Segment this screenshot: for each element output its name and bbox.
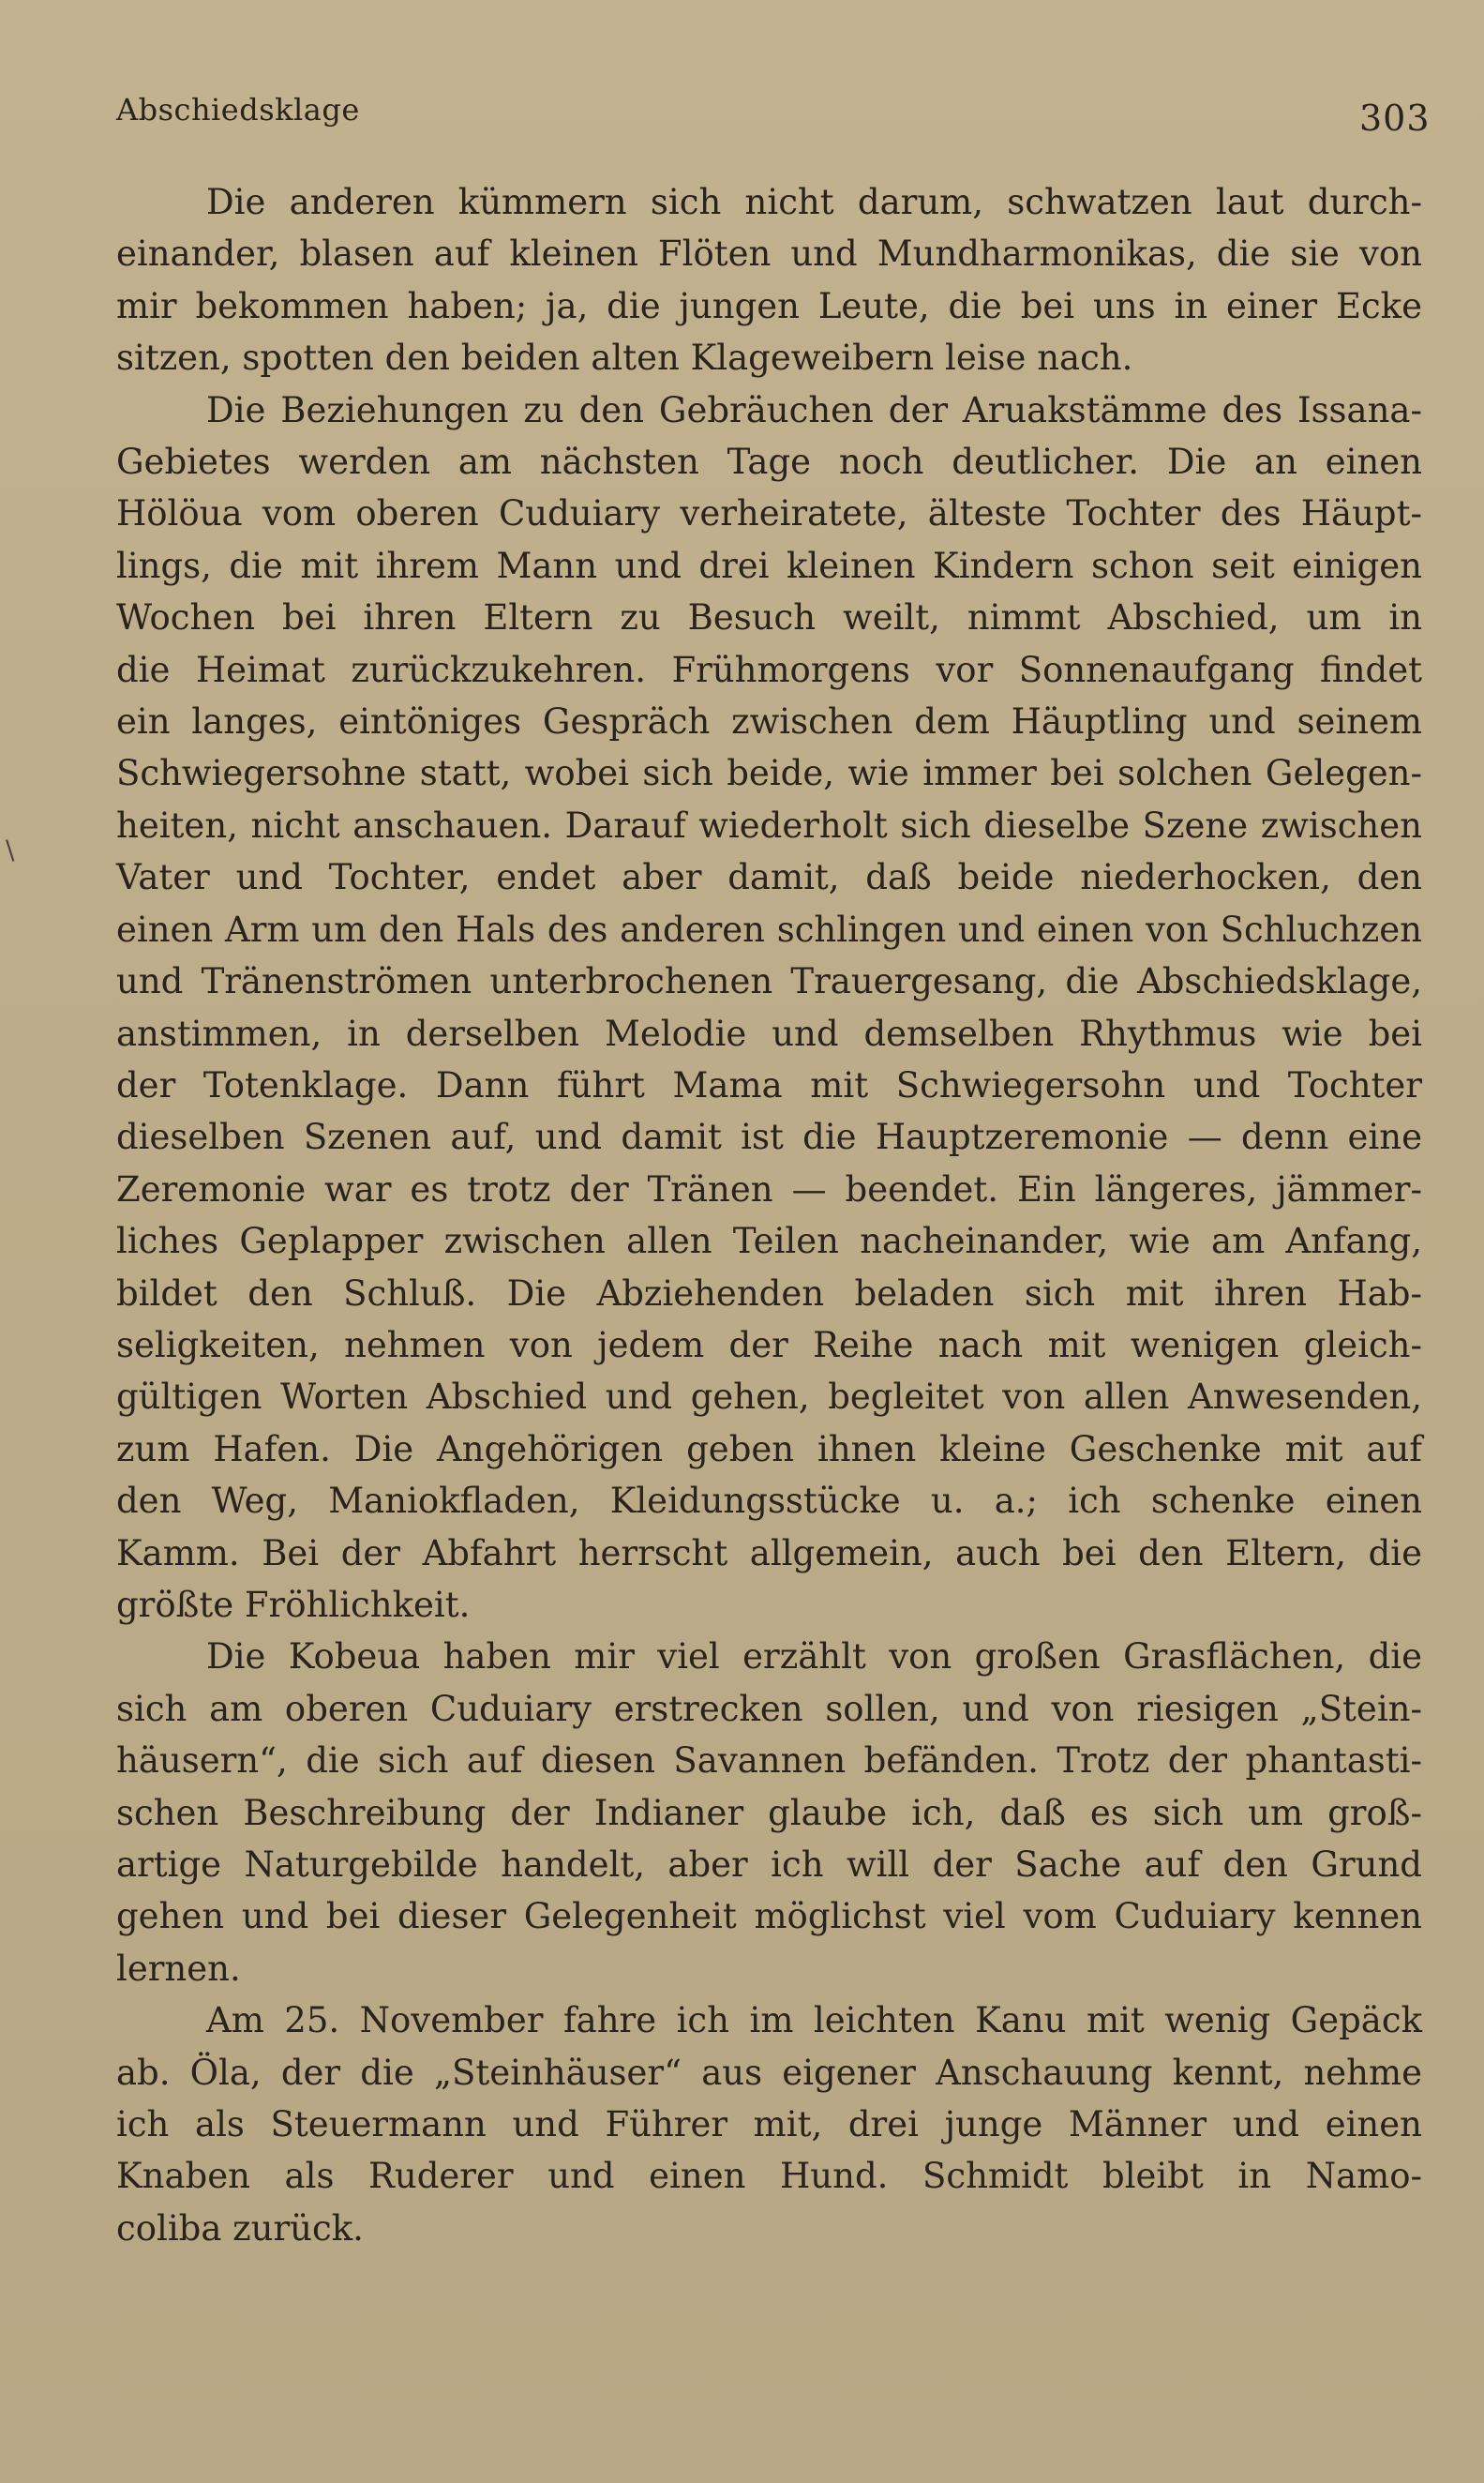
margin-mark: \	[6, 835, 15, 865]
text-line: liches Geplapper zwischen allen Teilen nacheinander, wie am Anfang,	[116, 1221, 1422, 1262]
text-line: Schwiegersohne statt, wobei sich beide, wie immer bei solchen Gelegen-	[116, 753, 1422, 794]
text-line: ein langes, eintöniges Gespräch zwischen dem Häuptling und seinem	[116, 701, 1422, 743]
text-line: Knaben als Ruderer und einen Hund. Schmidt bleibt in Namo-	[116, 2156, 1422, 2197]
text-line: bildet den Schluß. Die Abziehenden beladen sich mit ihren Hab-	[116, 1272, 1422, 1314]
text-line: die Heimat zurückzukehren. Frühmorgens vor Sonnenaufgang findet	[116, 649, 1422, 690]
text-line: Die anderen kümmern sich nicht darum, schwatzen laut durch-	[206, 182, 1422, 222]
paragraph	[116, 176, 1422, 384]
text-line: seligkeiten, nehmen von jedem der Reihe nach mit wenigen gleich-	[116, 1324, 1422, 1365]
text-line: der Totenklage. Dann führt Mama mit Schwiegersohn und Tochter	[116, 1064, 1422, 1106]
text-line: Wochen bei ihren Eltern zu Besuch weilt, nimmt Abschied, um in	[116, 597, 1422, 639]
text-line: mir bekommen haben; ja, die jungen Leute, die bei uns in einer Ecke	[116, 285, 1422, 326]
paragraph	[116, 1994, 1422, 2254]
text-line: heiten, nicht anschauen. Darauf wiederholt sich dieselbe Szene zwischen	[116, 805, 1422, 846]
text-line: coliba zurück.	[116, 2207, 364, 2249]
text-line: gültigen Worten Abschied und gehen, begleitet von allen Anwesenden,	[116, 1377, 1422, 1418]
text-line: lernen.	[116, 1948, 241, 1989]
text-line: zum Hafen. Die Angehörigen geben ihnen kleine Geschenke mit auf	[116, 1428, 1422, 1469]
text-line: Hölöua vom oberen Cuduiary verheiratete, älteste Tochter des Häupt-	[116, 493, 1422, 534]
text-line: den Weg, Maniokfladen, Kleidungsstücke u. a.; ich schenke einen	[116, 1481, 1422, 1522]
text-line: einander, blasen auf kleinen Flöten und Mundharmonikas, die sie von	[116, 233, 1422, 275]
text-line: Die Kobeua haben mir viel erzählt von großen Grasflächen, die	[206, 1636, 1422, 1678]
text-line: gehen und bei dieser Gelegenheit möglichst viel vom Cuduiary kennen	[116, 1896, 1422, 1937]
text-line: größte Fröhlichkeit.	[116, 1584, 471, 1625]
text-line: einen Arm um den Hals des anderen schlingen und einen von Schluchzen	[116, 909, 1422, 950]
paragraph	[116, 1631, 1422, 1994]
text-line: Vater und Tochter, endet aber damit, daß beide niederhocken, den	[116, 857, 1422, 898]
body-text	[116, 176, 1422, 2254]
text-line: Am 25. November fahre ich im leichten Kanu mit wenig Gepäck	[206, 2000, 1422, 2041]
running-head-title: Abschiedsklage	[116, 92, 360, 128]
text-line: schen Beschreibung der Indianer glaube ich, daß es sich um groß-	[116, 1792, 1422, 1833]
text-line: Kamm. Bei der Abfahrt herrscht allgemein, auch bei den Eltern, die	[116, 1532, 1422, 1573]
text-line: sich am oberen Cuduiary erstrecken sollen, und von riesigen „Stein-	[116, 1688, 1422, 1729]
text-line: und Tränenströmen unterbrochenen Trauergesang, die Abschiedsklage,	[116, 961, 1422, 1002]
text-line: Zeremonie war es trotz der Tränen — beendet. Ein längeres, jämmer-	[116, 1168, 1422, 1210]
paragraph	[116, 384, 1422, 1632]
text-line: Die Beziehungen zu den Gebräuchen der Aruakstämme des Issana-	[206, 389, 1422, 430]
book-page: Abschiedsklage 303 \ Die anderen kümmern sich nicht darum, schwatzen laut durch- einander, blasen auf kleinen Flöten und Mundharmonikas, die sie von mir bekommen haben; ja, die jungen Leute, die bei uns in einer Ecke sitzen, spotten den beiden alten Klageweibern leise nach. Die Beziehungen zu den Gebräuchen der Aruakstämme des Issana- Gebietes werden am nächsten Tage noch deutlicher. Die an einen Hölöua vom oberen Cuduiary verheiratete, älteste Tochter des Häupt- lings, die mit ihrem Mann und drei kleinen Kindern schon seit einigen Wochen bei ihren Eltern zu Besuch weilt, nimmt Abschied, um in die Heimat zurückzukehren. Frühmorgens vor Sonnenaufgang findet ein langes, eintöniges Gespräch zwischen dem Häuptling und seinem Schwiegersohne statt, wobei sich beide, wie immer bei solchen Gelegen- heiten, nicht anschauen. Darauf wiederholt sich dieselbe Szene zwischen Vater und Tochter, endet aber damit, daß beide niederhocken, den einen Arm um den Hals des anderen schlingen und einen von Schluchzen und Tränenströmen unterbrochenen Trauergesang, die Abschiedsklage, anstimmen, in derselben Melodie und demselben Rhythmus wie bei der Totenklage. Dann führt Mama mit Schwiegersohn und Tochter dieselben Szenen auf, und damit ist die Hauptzeremonie — denn eine Zeremonie war es trotz der Tränen — beendet. Ein längeres, jämmer- liches Geplapper zwischen allen Teilen nacheinander, wie am Anfang, bildet den Schluß. Die Abziehenden beladen sich mit ihren Hab- seligkeiten, nehmen von jedem der Reihe nach mit wenigen gleich- gültigen Worten Abschied und gehen, begleitet von allen Anwesenden, zum Hafen. Die Angehörigen geben ihnen kleine Geschenke mit auf den Weg, Maniokfladen, Kleidungsstücke u. a.; ich schenke einen Kamm. Bei der Abfahrt herrscht allgemein, auch bei den Eltern, die größte Fröhlichkeit. Die Kobeua haben mir viel erzählt von großen Grasflächen, die sich am oberen Cuduiary erstrecken sollen, und von riesigen „Stein- häusern“, die sich auf diesen Savannen befänden. Trotz der phantasti- schen Beschreibung der Indianer glaube ich, daß es sich um groß- artige Naturgebilde handelt, aber ich will der Sache auf den Grund gehen und bei dieser Gelegenheit möglichst viel vom Cuduiary kennen lernen. Am 25. November fahre ich im leichten Kanu mit wenig Gepäck ab. Öla, der die „Steinhäuser“ aus eigener Anschauung kennt, nehme ich als Steuermann und Führer mit, drei junge Männer und einen Knaben als Ruderer und einen Hund. Schmidt bleibt in Namo- coliba zurück.	[0, 0, 1484, 2483]
text-line: dieselben Szenen auf, und damit ist die Hauptzeremonie — denn eine	[116, 1117, 1422, 1158]
text-line: häusern“, die sich auf diesen Savannen befänden. Trotz der phantasti-	[116, 1740, 1422, 1782]
text-line: sitzen, spotten den beiden alten Klageweibern leise nach.	[116, 338, 1133, 379]
text-line: ich als Steuermann und Führer mit, drei junge Männer und einen	[116, 2104, 1422, 2145]
text-line: artige Naturgebilde handelt, aber ich will der Sache auf den Grund	[116, 1844, 1422, 1885]
text-line: anstimmen, in derselben Melodie und demselben Rhythmus wie bei	[116, 1013, 1422, 1054]
text-line: lings, die mit ihrem Mann und drei kleinen Kindern schon seit einigen	[116, 545, 1422, 586]
text-line: Gebietes werden am nächsten Tage noch deutlicher. Die an einen	[116, 442, 1422, 483]
text-line: ab. Öla, der die „Steinhäuser“ aus eigener Anschauung kennt, nehme	[116, 2052, 1422, 2093]
